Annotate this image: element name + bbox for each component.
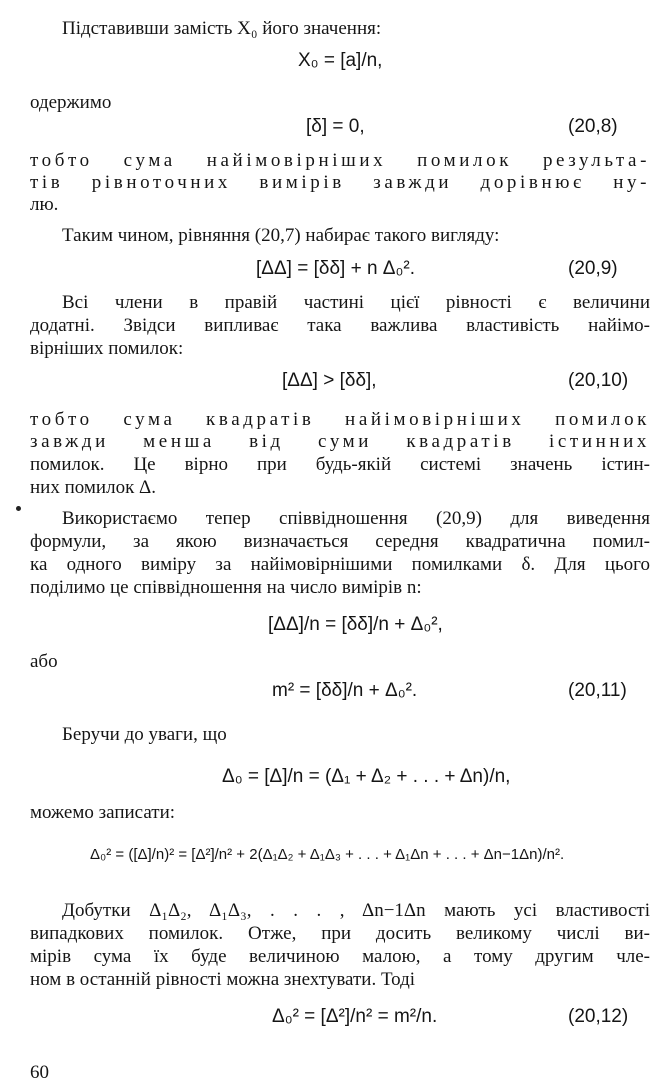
equation-number: (20,8) <box>568 116 618 137</box>
formula-x0: X₀ = [a]/n, <box>298 50 383 71</box>
equation-number: (20,9) <box>568 258 618 279</box>
text-line: тобто сума квадратів найімовірніших помилок <box>30 409 650 430</box>
formula-20-12: Δ₀² = [Δ²]/n² = m²/n. <box>272 1006 438 1027</box>
text-line: Всі члени в правій частині цієї рівності є величини <box>62 292 650 313</box>
equation-number: (20,10) <box>568 370 629 391</box>
text-line: додатні. Звідси випливає така важлива властивість найімо- <box>30 315 650 336</box>
text-line: поділимо це співвідношення на число вимірів n: <box>30 577 422 598</box>
text-line: ка одного виміру за найімовірнішими помилками δ. Для цього <box>30 554 650 575</box>
text-line: тобто сума найімовірніших помилок результа- <box>30 150 650 171</box>
page-number: 60 <box>30 1062 49 1083</box>
equation-number: (20,11) <box>568 680 627 701</box>
text-line: лю. <box>30 194 59 215</box>
text-line: Добутки Δ₁Δ₂, Δ₁Δ₃, . . . , Δn−1Δn мають усі властивості <box>62 900 650 921</box>
formula-divided: [ΔΔ]/n = [δδ]/n + Δ₀², <box>268 614 443 635</box>
text-line: можемо записати: <box>30 802 176 823</box>
text-line: Таким чином, рівняння (20,7) набирає такого вигляду: <box>62 225 500 246</box>
text-line: випадкових помилок. Отже, при досить великому числі ви- <box>30 923 650 944</box>
formula-delta-sum: [δ] = 0, <box>306 116 365 137</box>
text-line: Беручи до уваги, що <box>62 724 227 745</box>
text-line: або <box>30 651 58 672</box>
equation-number: (20,12) <box>568 1006 629 1027</box>
text-line: мірів сума їх буде величиною малою, а тому другим чле- <box>30 946 650 967</box>
formula-20-9: [ΔΔ] = [δδ] + n Δ₀². <box>256 258 415 279</box>
text-line: одержимо <box>30 92 112 113</box>
text-line: Підставивши замість X₀ його значення: <box>62 18 382 39</box>
print-speck <box>16 506 21 511</box>
text-line: Використаємо тепер співвідношення (20,9) для виведення <box>62 508 650 529</box>
text-line: вірніших помилок: <box>30 338 184 359</box>
formula-delta0-squared: Δ₀² = ([Δ]/n)² = [Δ²]/n² + 2(Δ₁Δ₂ + Δ₁Δ₃ + . . . + Δ₁Δn + . . . + Δn−1Δn)/n². <box>90 846 565 863</box>
text-line: завжди менша від суми квадратів істинних <box>30 431 650 452</box>
text-line: них помилок Δ. <box>30 477 157 498</box>
formula-20-11: m² = [δδ]/n + Δ₀². <box>272 680 418 701</box>
text-line: ном в останній рівності можна знехтувати. Тоді <box>30 969 416 990</box>
text-line: помилок. Це вірно при будь-якій системі значень істин- <box>30 454 650 475</box>
text-line: тів рівноточних вимірів завжди дорівнює ну- <box>30 172 650 193</box>
formula-20-10: [ΔΔ] > [δδ], <box>282 370 377 391</box>
formula-delta0: Δ₀ = [Δ]/n = (Δ₁ + Δ₂ + . . . + Δn)/n, <box>222 766 511 787</box>
text-line: формули, за якою визначається середня квадратична помил- <box>30 531 650 552</box>
